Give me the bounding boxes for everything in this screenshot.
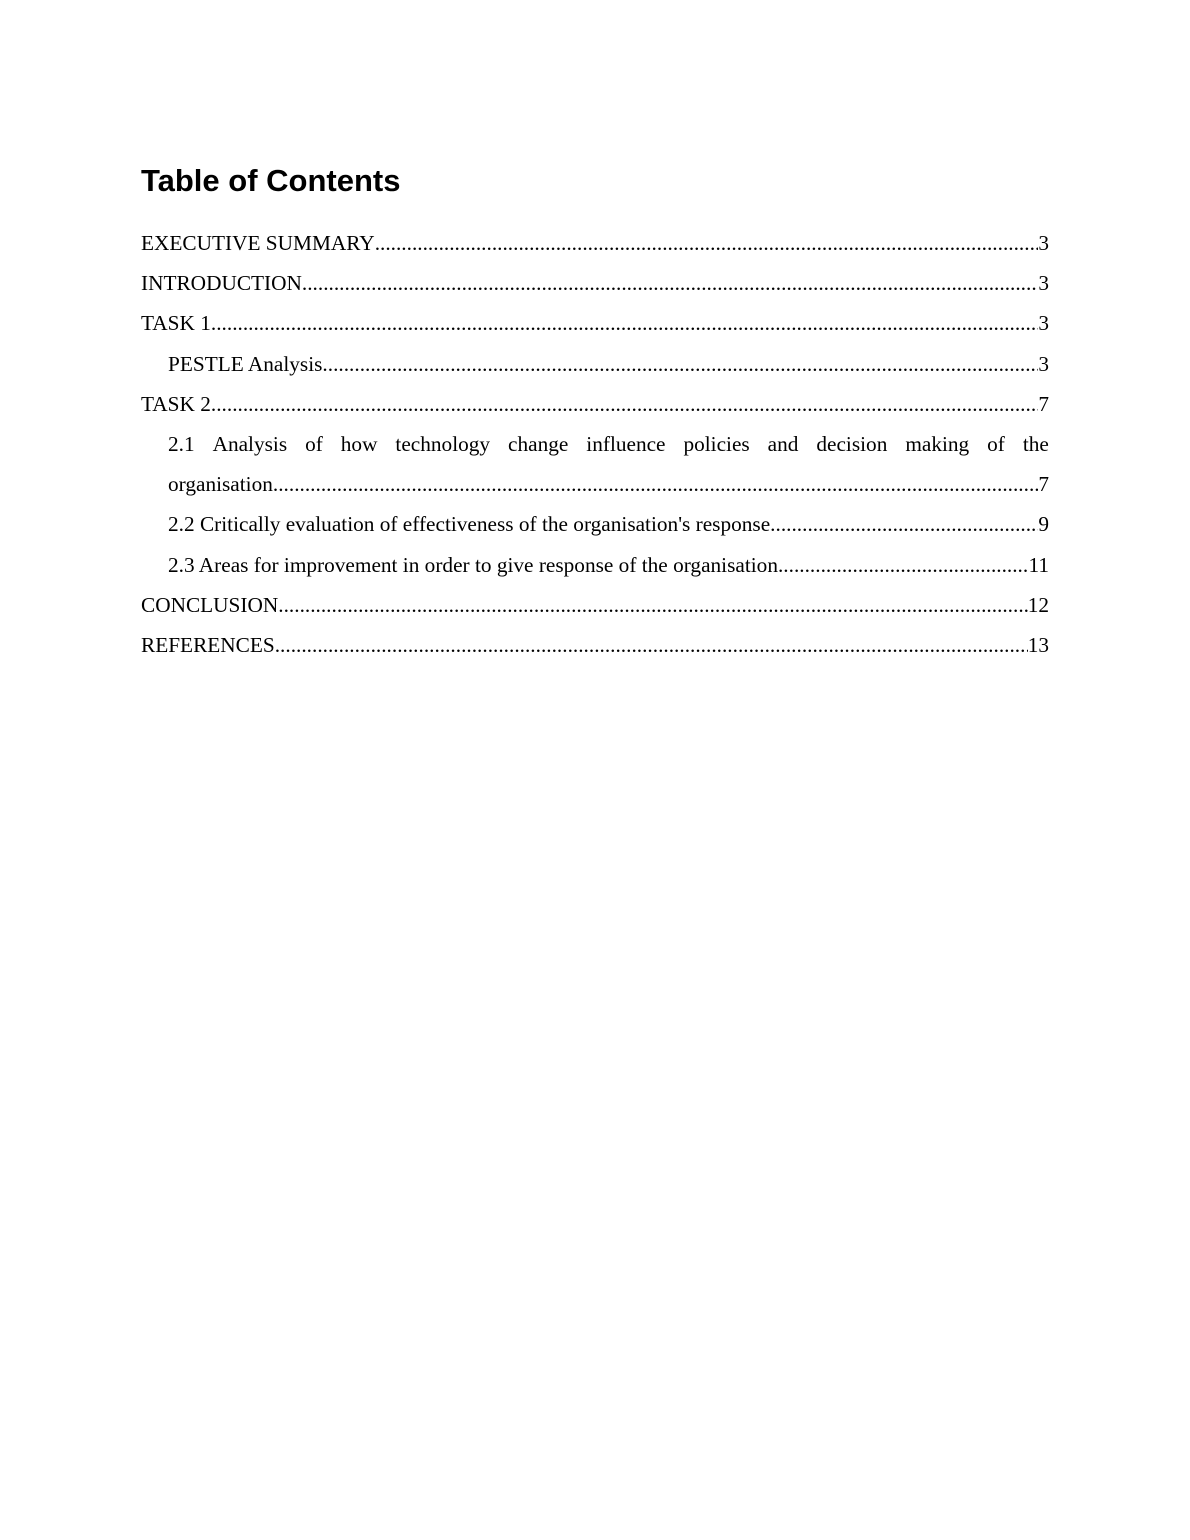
toc-word: of	[987, 432, 1005, 457]
toc-entry-references[interactable]	[141, 625, 1049, 665]
toc-dot-leader	[278, 585, 1027, 625]
toc-entry-label-line-1	[168, 424, 1049, 464]
toc-entry-label: 2.2 Critically evaluation of effectiveness of the organisation's response	[168, 512, 771, 537]
toc-entry-page-number: 9	[1038, 512, 1049, 537]
toc-entry-2-2-evaluation[interactable]	[141, 504, 1049, 544]
toc-entry-page-number: 12	[1027, 592, 1049, 617]
toc-entry-page-number: 3	[1038, 351, 1049, 376]
toc-word: decision	[816, 432, 888, 457]
toc-dot-leader	[778, 545, 1029, 585]
toc-word: the	[1022, 432, 1049, 457]
toc-entry-page-number: 3	[1038, 271, 1049, 296]
toc-entry-2-1-analysis[interactable]	[141, 424, 1049, 504]
toc-word: change	[508, 432, 569, 457]
toc-entry-label: 2.3 Areas for improvement in order to give response of the organisation	[168, 552, 778, 577]
toc-title: Table of Contents	[141, 163, 401, 198]
toc-entry-conclusion[interactable]	[141, 585, 1049, 625]
toc-dot-leader	[273, 464, 1038, 504]
toc-entry-label: EXECUTIVE SUMMARY	[141, 231, 375, 255]
toc-word: influence	[586, 432, 666, 457]
toc-dot-leader	[275, 625, 1028, 665]
toc-entry-label-line-2: organisation	[168, 472, 273, 497]
toc-dot-leader	[302, 263, 1038, 303]
toc-entry-page-number: 11	[1028, 552, 1049, 577]
toc-dot-leader	[375, 223, 1039, 263]
toc-entry-page-number: 3	[1038, 311, 1049, 336]
toc-entry-label: REFERENCES	[141, 633, 275, 658]
toc-entry-pestle-analysis[interactable]	[141, 344, 1049, 384]
toc-word: making	[905, 432, 970, 457]
toc-word: policies	[683, 432, 750, 457]
toc-entry-task-2[interactable]	[141, 384, 1049, 424]
toc-entry-label: TASK 1	[141, 311, 211, 336]
toc-dot-leader	[211, 384, 1038, 424]
toc-entry-page-number: 3	[1038, 231, 1049, 255]
toc-entry-task-1[interactable]	[141, 303, 1049, 343]
toc-dot-leader	[770, 504, 1038, 544]
toc-entry-label: PESTLE Analysis	[168, 351, 323, 376]
toc-entry-2-3-improvement[interactable]	[141, 545, 1049, 585]
toc-word: and	[767, 432, 799, 457]
toc-word: of	[305, 432, 323, 457]
toc-entry-page-number: 7	[1038, 391, 1049, 416]
toc-entry-label: INTRODUCTION	[141, 271, 302, 296]
toc-entry-label: TASK 2	[141, 391, 211, 416]
toc-word: technology	[395, 432, 491, 457]
toc-entry-label: CONCLUSION	[141, 592, 279, 617]
toc-entry-page-number: 7	[1038, 472, 1049, 497]
toc-entry-page-number: 13	[1027, 633, 1049, 658]
toc-entry-introduction[interactable]	[141, 263, 1049, 303]
toc-entry-executive-summary[interactable]	[141, 223, 1049, 263]
toc-word: how	[340, 432, 378, 457]
toc-dot-leader	[211, 303, 1038, 343]
toc-word: Analysis	[212, 432, 288, 457]
toc-word: 2.1	[168, 432, 195, 457]
toc-dot-leader	[322, 344, 1038, 384]
toc-list	[141, 223, 1049, 665]
